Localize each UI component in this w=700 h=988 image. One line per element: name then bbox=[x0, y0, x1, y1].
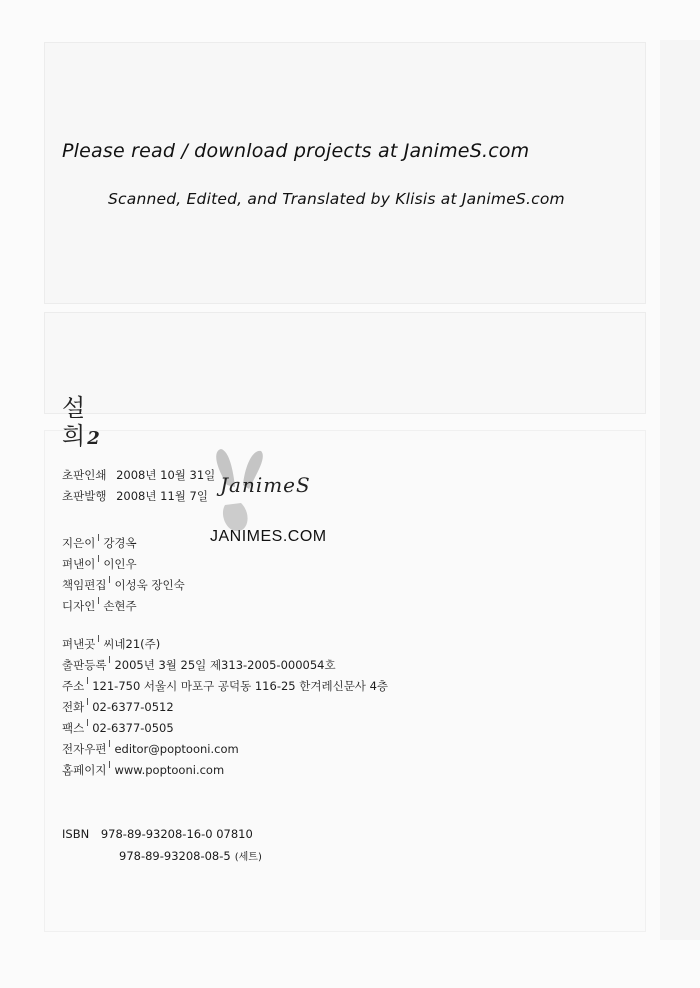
first-publish-row bbox=[62, 486, 215, 507]
separator bbox=[98, 635, 99, 642]
editor-value: 이성욱 장인숙 bbox=[114, 578, 185, 592]
fax-label: 팩스 bbox=[62, 721, 85, 735]
author-label: 지은이 bbox=[62, 536, 96, 550]
homepage-label: 홈페이지 bbox=[62, 763, 107, 777]
first-print-row bbox=[62, 465, 215, 486]
isbn-block bbox=[62, 823, 262, 867]
first-print-value: 2008년 10월 31일 bbox=[116, 468, 216, 482]
imprint-label: 펴낸곳 bbox=[62, 637, 96, 651]
separator bbox=[109, 761, 110, 768]
separator bbox=[98, 555, 99, 562]
address-label: 주소 bbox=[62, 679, 85, 693]
email-row bbox=[62, 739, 388, 760]
separator bbox=[109, 740, 110, 747]
email-value: editor@poptooni.com bbox=[114, 742, 239, 756]
credits-list bbox=[62, 533, 185, 617]
address-value: 121-750 서울시 마포구 공덕동 116-25 한겨레신문사 4층 bbox=[92, 679, 388, 693]
publisher-info bbox=[62, 634, 388, 781]
title-line-1: 설 bbox=[62, 394, 86, 422]
registration-row bbox=[62, 655, 388, 676]
homepage-row bbox=[62, 760, 388, 781]
isbn-number-2: 978-89-93208-08-5 bbox=[119, 849, 231, 863]
bleed-block-middle bbox=[44, 312, 646, 414]
book-title bbox=[62, 394, 100, 453]
publisher-person-label: 펴낸이 bbox=[62, 557, 96, 571]
isbn-row-1 bbox=[62, 823, 262, 845]
registration-value: 2005년 3월 25일 제313-2005-000054호 bbox=[114, 658, 336, 672]
separator bbox=[98, 597, 99, 604]
fax-row bbox=[62, 718, 388, 739]
bleed-edge-right bbox=[660, 40, 700, 940]
editor-label: 책임편집 bbox=[62, 578, 107, 592]
registration-label: 출판등록 bbox=[62, 658, 107, 672]
print-dates bbox=[62, 465, 215, 507]
first-publish-value: 2008년 11월 7일 bbox=[116, 489, 208, 503]
designer-value: 손현주 bbox=[103, 599, 137, 613]
designer-label: 디자인 bbox=[62, 599, 96, 613]
download-notice: Please read / download projects at JanimeS.com bbox=[62, 140, 530, 162]
phone-value: 02-6377-0512 bbox=[92, 700, 174, 714]
separator bbox=[98, 534, 99, 541]
bleed-block-top bbox=[44, 42, 646, 304]
designer-row bbox=[62, 596, 185, 617]
first-print-label: 초판인쇄 bbox=[62, 468, 107, 482]
separator bbox=[87, 719, 88, 726]
separator bbox=[109, 576, 110, 583]
watermark-site: JANIMES.COM bbox=[210, 528, 327, 545]
separator bbox=[109, 656, 110, 663]
credits-notice: Scanned, Edited, and Translated by Klisis at JanimeS.com bbox=[108, 190, 565, 208]
isbn-number-1: 978-89-93208-16-0 07810 bbox=[100, 827, 253, 841]
editor-row bbox=[62, 575, 185, 596]
watermark-logo-text: JanimeS bbox=[220, 473, 311, 497]
homepage-value: www.poptooni.com bbox=[114, 763, 225, 777]
title-line-2 bbox=[62, 422, 100, 453]
imprint-row bbox=[62, 634, 388, 655]
phone-row bbox=[62, 697, 388, 718]
imprint-value: 씨네21(주) bbox=[103, 637, 161, 651]
phone-label: 전화 bbox=[62, 700, 85, 714]
publisher-person-value: 이인우 bbox=[103, 557, 137, 571]
address-row bbox=[62, 676, 388, 697]
isbn-set-note: (세트) bbox=[234, 852, 262, 863]
publisher-person-row bbox=[62, 554, 185, 575]
first-publish-label: 초판발행 bbox=[62, 489, 107, 503]
email-label: 전자우편 bbox=[62, 742, 107, 756]
title-char: 희 bbox=[62, 422, 86, 450]
volume-number: 2 bbox=[87, 428, 100, 449]
separator bbox=[87, 698, 88, 705]
author-value: 강경옥 bbox=[103, 536, 137, 550]
isbn-label: ISBN bbox=[62, 827, 90, 841]
fax-value: 02-6377-0505 bbox=[92, 721, 174, 735]
isbn-row-2 bbox=[62, 845, 262, 867]
author-row bbox=[62, 533, 185, 554]
separator bbox=[87, 677, 88, 684]
